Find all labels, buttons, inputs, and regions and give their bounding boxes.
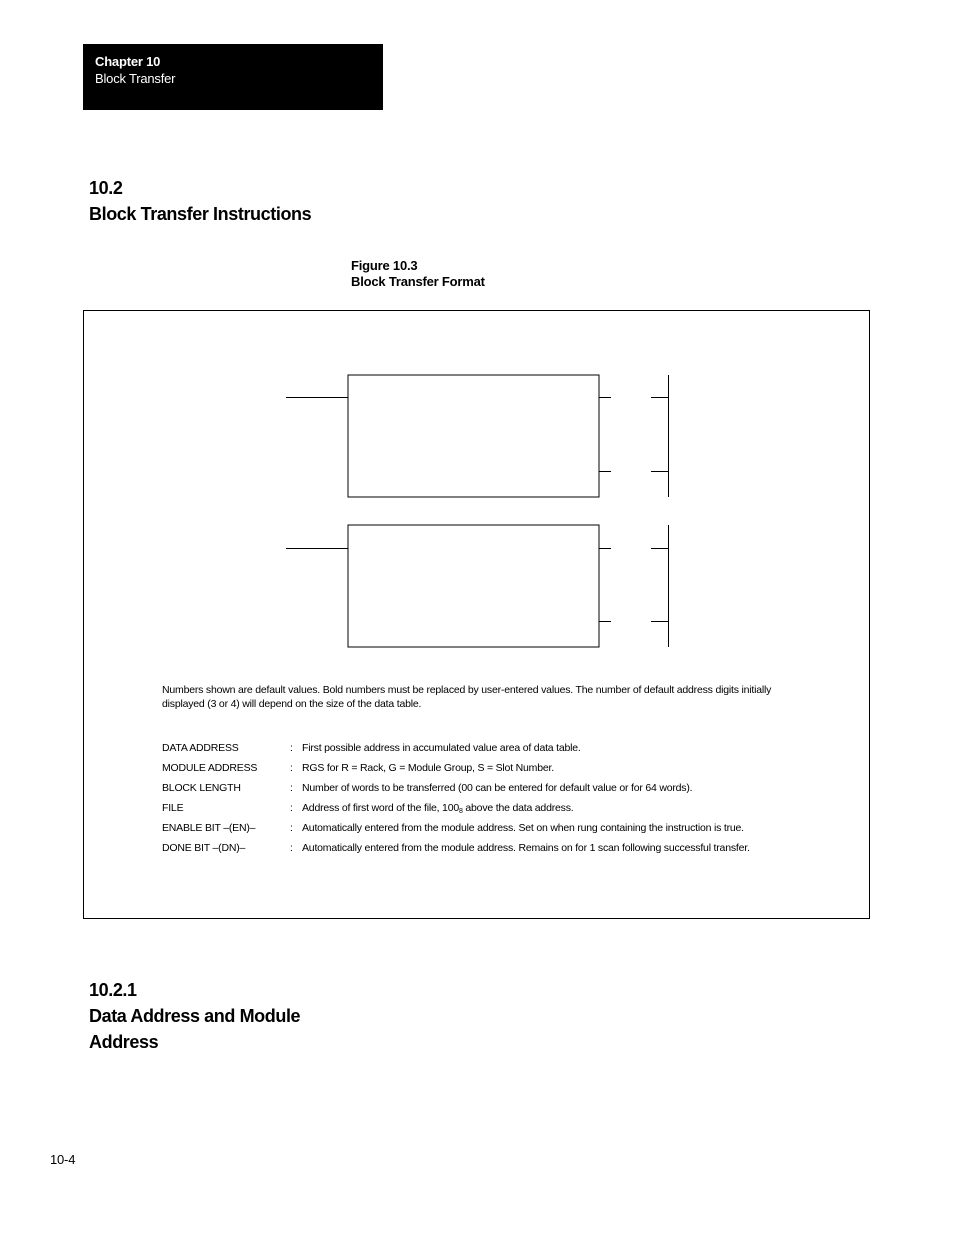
section-title: Block Transfer Instructions xyxy=(89,204,312,224)
definition-colon: : xyxy=(290,742,293,754)
figure-number: Figure 10.3 xyxy=(351,258,418,273)
definition-colon: : xyxy=(290,782,293,794)
definition-desc: Automatically entered from the module address. Remains on for 1 scan following successful transfer. xyxy=(302,842,750,854)
definition-term: BLOCK LENGTH xyxy=(162,782,241,794)
chapter-title: Block Transfer xyxy=(95,71,176,86)
figure-note: Numbers shown are default values. Bold numbers must be replaced by user-entered values. The number of default address digits initially displayed (3 or 4) will depend on the size of the data table. xyxy=(162,684,772,710)
section-heading xyxy=(89,175,311,227)
subsection-title-line1: Data Address and Module xyxy=(89,1006,301,1026)
definition-desc: First possible address in accumulated value area of data table. xyxy=(302,742,581,754)
figure-title: Block Transfer Format xyxy=(351,274,485,289)
upper-instruction-box xyxy=(348,375,599,497)
definition-desc: RGS for R = Rack, G = Module Group, S = Slot Number. xyxy=(302,762,554,774)
octal-subscript: 8 xyxy=(458,808,463,815)
figure-caption xyxy=(351,258,485,290)
definition-colon: : xyxy=(290,762,293,774)
definition-colon: : xyxy=(290,802,293,814)
definition-desc: Number of words to be transferred (00 can be entered for default value or for 64 words). xyxy=(302,782,693,794)
definition-desc-before: Address of first word of the file, 100 xyxy=(302,802,459,814)
definition-colon: : xyxy=(290,822,293,834)
subsection-number: 10.2.1 xyxy=(89,980,137,1000)
definition-desc: Automatically entered from the module address. Set on when rung containing the instruction is true. xyxy=(302,822,744,834)
definition-term: ENABLE BIT –(EN)– xyxy=(162,822,256,834)
definition-list xyxy=(162,740,842,860)
definition-row xyxy=(162,780,842,800)
subsection-title-line2: Address xyxy=(89,1032,159,1052)
definition-term: DATA ADDRESS xyxy=(162,742,239,754)
definition-term: MODULE ADDRESS xyxy=(162,762,258,774)
definition-row xyxy=(162,820,842,840)
chapter-header xyxy=(83,44,383,110)
definition-desc xyxy=(302,800,573,820)
definition-row xyxy=(162,760,842,780)
definition-term: DONE BIT –(DN)– xyxy=(162,842,246,854)
lower-instruction-box xyxy=(348,525,599,647)
definition-colon: : xyxy=(290,842,293,854)
page-number: 10-4 xyxy=(50,1152,76,1167)
subsection-heading xyxy=(89,977,300,1055)
section-number: 10.2 xyxy=(89,178,123,198)
definition-row xyxy=(162,840,842,860)
definition-term: FILE xyxy=(162,802,184,814)
definition-desc-after: above the data address. xyxy=(462,802,574,814)
figure-frame xyxy=(83,310,870,919)
chapter-number: Chapter 10 xyxy=(95,54,161,69)
definition-row xyxy=(162,800,842,820)
definition-row xyxy=(162,740,842,760)
